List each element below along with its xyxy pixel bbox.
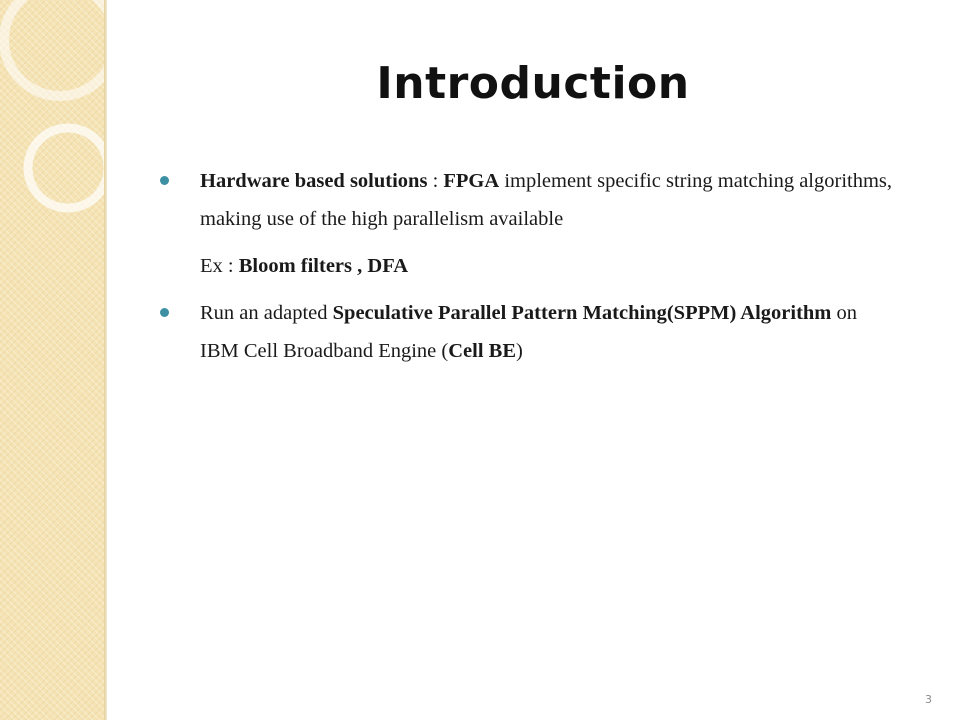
bullet-text-bold: Hardware based solutions	[200, 170, 428, 192]
slide-title: Introduction	[376, 58, 690, 109]
ring-decoration	[0, 0, 104, 260]
ring-icon	[4, 0, 104, 96]
bullet-text: implement specific string matching algorithms, making use of the high parallelism available	[200, 170, 893, 230]
bullet-text-bold: Cell BE	[448, 340, 517, 362]
slide-content	[160, 162, 900, 370]
sidebar-decoration	[0, 0, 104, 720]
bullet-text-bold: Speculative Parallel Pattern Matching(SPPM) Algorithm	[332, 302, 832, 324]
ring-icon	[28, 128, 104, 208]
bullet-item	[160, 162, 900, 238]
bullet-text: Run an adapted	[200, 302, 333, 324]
page-number: 3	[925, 693, 932, 706]
bullet-item	[160, 294, 900, 370]
example-items: Bloom filters , DFA	[238, 255, 408, 277]
bullet-icon	[160, 308, 169, 317]
bullet-icon	[160, 176, 169, 185]
example-line	[160, 247, 900, 285]
bullet-text-bold: FPGA	[443, 170, 500, 192]
example-prefix: Ex :	[200, 255, 239, 277]
bullet-text: on IBM Cell Broadband Engine (	[200, 302, 858, 362]
bullet-text: :	[427, 170, 444, 192]
bullet-text: )	[516, 340, 523, 362]
